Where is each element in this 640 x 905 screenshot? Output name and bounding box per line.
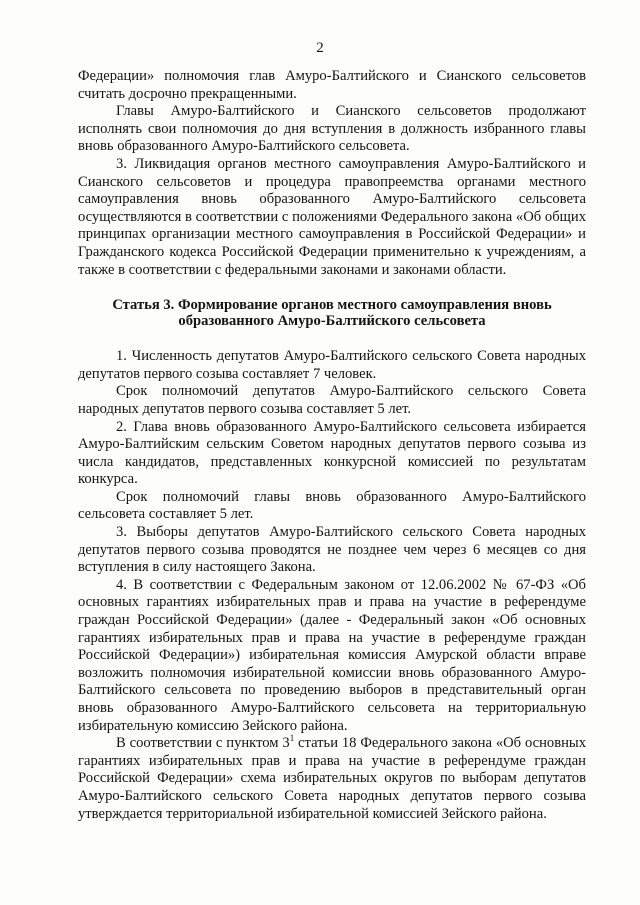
final-paragraph-start: В соответствии с пунктом 3 [116, 735, 290, 752]
paragraph-liquidation: 3. Ликвидация органов местного самоуправления Амуро-Балтийского и Сианского сельсоветов и процедура правопреемства органами местного самоуправления вновь образованного Амуро-Балтийского сельсовета осуществляются в соответствии с положениями Федерального закона «Об общих принципах организации местного самоуправления в Российской Федерации» и Гражданского кодекса Российской Федерации применительно к учреждениям, а также в соответствии с федеральными законами и законами области. [78, 155, 586, 278]
paragraph-election-commission: 4. В соответствии с Федеральным законом от 12.06.2002 № 67-ФЗ «Об основных гарантиях избирательных прав и права на участие в референдуме граждан Российской Федерации» (далее - Федеральный закон «Об основных гарантиях избирательных прав и права на участие в референдуме граждан Российской Федерации») избирательная комиссия Амурской области вправе возложить полномочия избирательной комиссии вновь образованного Амуро-Балтийского сельсовета по проведению выборов в представительный орган вновь образованного Амуро-Балтийского сельсовета на территориальную избирательную комиссию Зейского района. [78, 576, 586, 734]
final-paragraph-end: статьи 18 Федерального закона «Об основных гарантиях избирательных прав и права на участие в референдуме граждан Российской Федерации» схема избирательных округов по выборам депутатов Амуро-Балтийского сельского Совета народных депутатов первого созыва утверждается территориальной избирательной комиссией Зейского района. [78, 735, 586, 822]
paragraph-elections-deadline: 3. Выборы депутатов Амуро-Балтийского сельского Совета народных депутатов первого созыва проводятся не позднее чем через 6 месяцев со дня вступления в силу настоящего Закона. [78, 524, 586, 576]
paragraph-continuation: Федерации» полномочия глав Амуро-Балтийского и Сианского сельсоветов считать досрочно прекращенными. [78, 68, 586, 102]
paragraph-deputies-term: Срок полномочий депутатов Амуро-Балтийского сельского Совета народных депутатов первого созыва составляет 5 лет. [78, 383, 586, 417]
paragraph-head-term: Срок полномочий главы вновь образованного Амуро-Балтийского сельсовета составляет 5 лет. [78, 488, 586, 523]
page-number: 2 [316, 40, 324, 56]
paragraph-heads-continue: Главы Амуро-Балтийского и Сианского сельсоветов продолжают исполнять свои полномочия до дня вступления в должность избранного главы вновь образованного Амуро-Балтийского сельсовета. [78, 103, 586, 155]
document-body [78, 68, 586, 823]
final-paragraph-superscript: 1 [289, 733, 295, 744]
article-heading: Статья 3. Формирование органов местного самоуправления вновь образованного Амуро-Балтийского сельсовета [112, 297, 552, 330]
paragraph-head-election: 2. Глава вновь образованного Амуро-Балтийского сельсовета избирается Амуро-Балтийским сельским Советом народных депутатов первого созыва из числа кандидатов, представленных конкурсной комиссией по результатам конкурса. [78, 418, 586, 488]
paragraph-deputies-count: 1. Численность депутатов Амуро-Балтийского сельского Совета народных депутатов первого созыва составляет 7 человек. [78, 348, 586, 382]
paragraph-electoral-districts [78, 735, 586, 823]
